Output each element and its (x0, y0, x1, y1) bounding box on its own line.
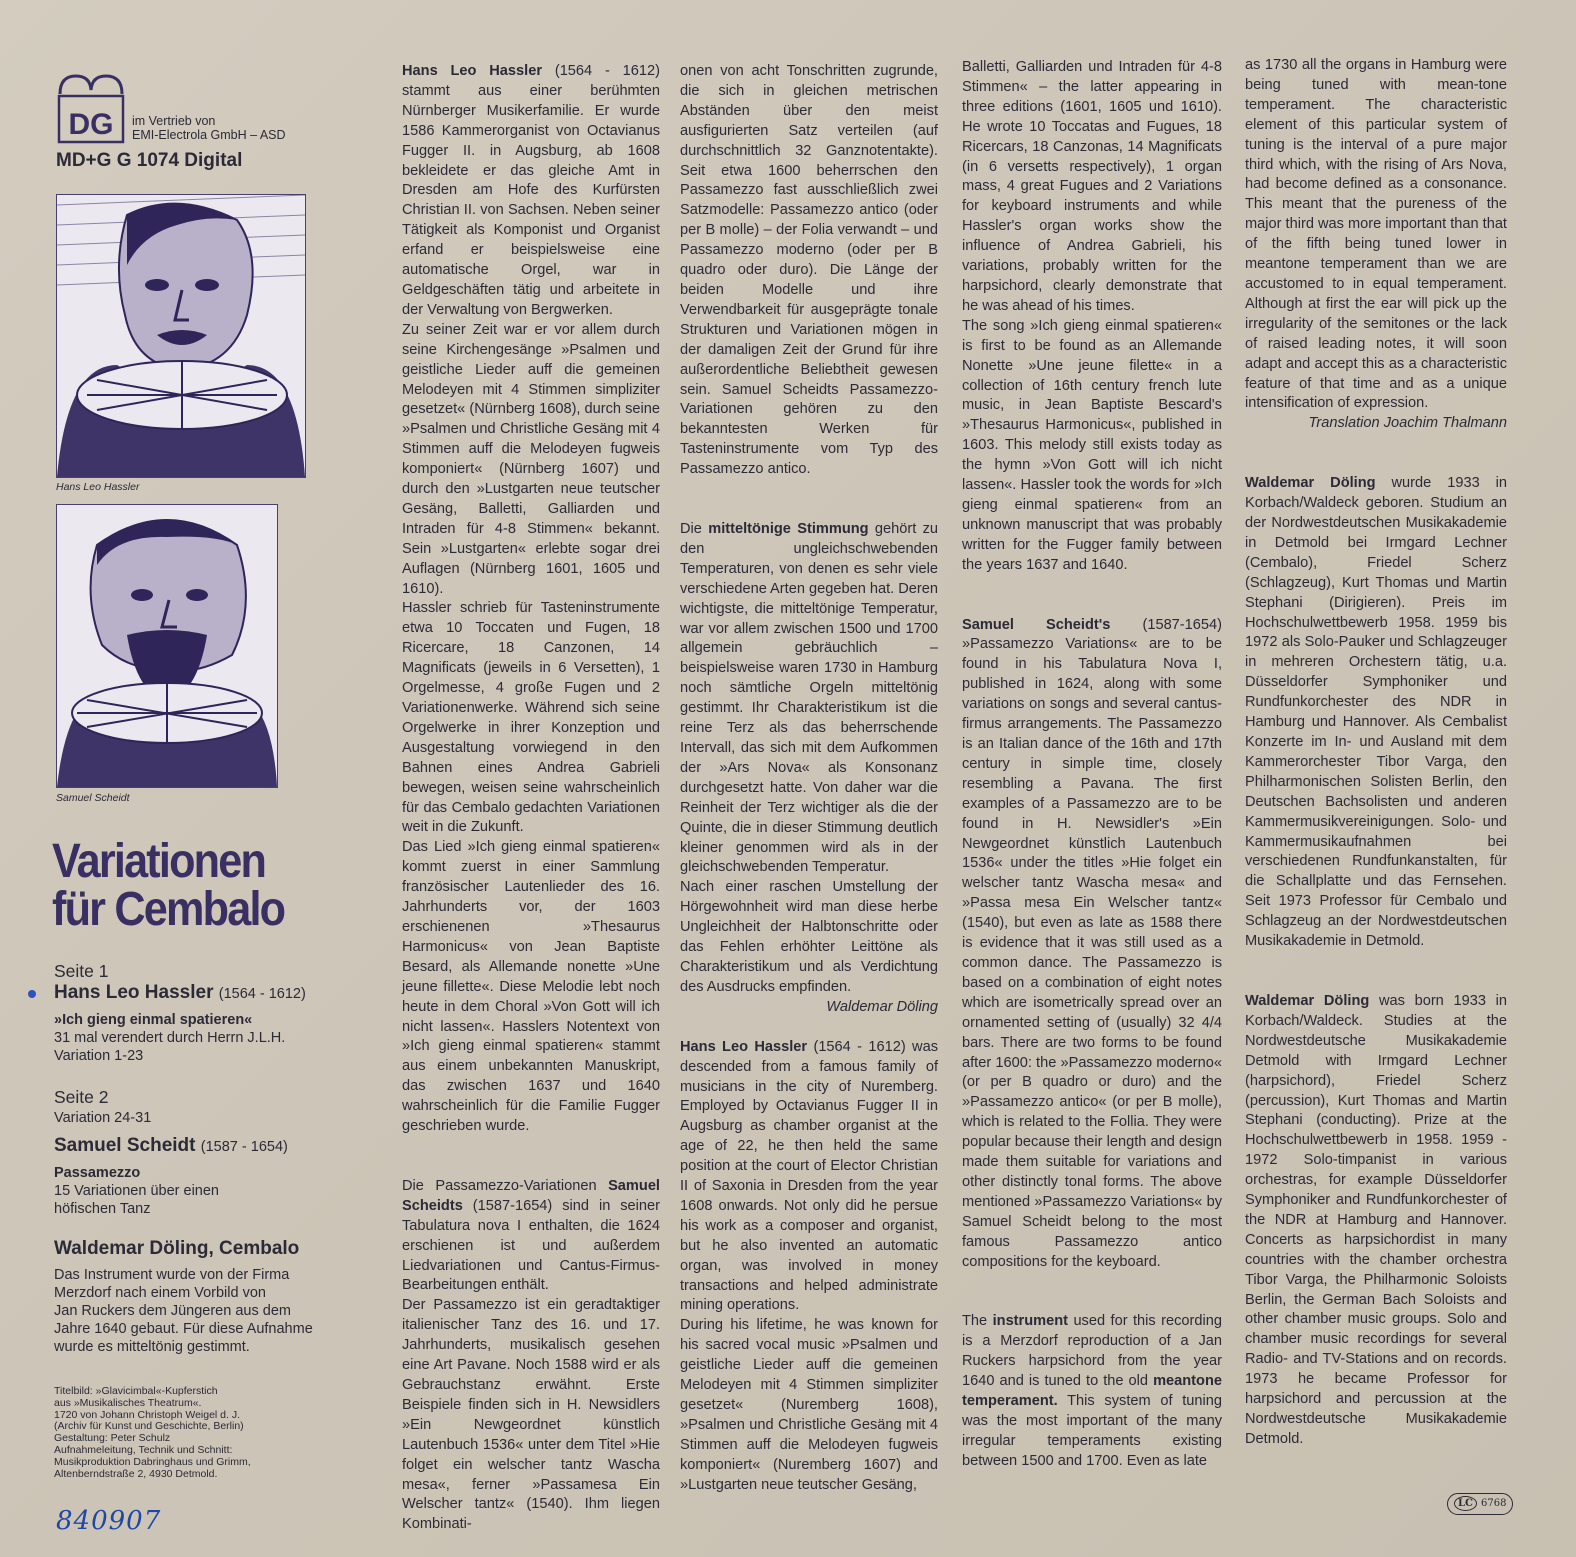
text-column-4 (962, 58, 1222, 1472)
paragraph-text: This system of tuning was the most important of the many irregular temperaments existing between 1500 and 1700. Even as late (962, 1393, 1222, 1469)
paragraph-text: (1587-1654) sind in seiner Tabulatura nova I enthalten, die 1624 erschienen ist und außerdem Liedvariationen und Cantus-Firmus-Bearbeitungen enthält. (402, 1197, 660, 1294)
paragraph (402, 1177, 660, 1296)
bold-name: Waldemar Döling (1245, 992, 1370, 1009)
side-2-work (54, 1164, 219, 1218)
composer-years: (1587 - 1654) (200, 1139, 288, 1155)
side-1-composer (54, 982, 306, 1004)
credit-line: aus »Musikalisches Theatrum«. (54, 1396, 202, 1409)
logo-text: DG (68, 108, 114, 141)
credit-line: Titelbild: »Glavicimbal«-Kupferstich (54, 1385, 218, 1397)
paragraph-text: gehört zu den ungleichschwebenden Temperaturen, von denen es sehr viele verschiedene Arten gegeben hat. Deren wichtigste, die mitteltönige Temperatur, war vor allem zwischen 1500 und 1700 allgemein gebräuchlich – beispielsweise waren 1730 in Hamburg noch sämtliche Orgeln mitteltönig gestimmt. Ihr Charakteristikum ist die reine Terz als das beherrschende Intervall, das sich mit dem Aufkommen der »Ars Nova« als Konsonanz durchgesetzt hatte. Von daher war die Reinheit der Terz wichtiger als die der Quinte, die in dieser Stimmung deutlich kleiner genommen wird als in der gleichschwebenden Temperatur. (680, 521, 939, 876)
composer-name: Samuel Scheidt (54, 1135, 196, 1156)
side-2-variations: Variation 24-31 (54, 1110, 152, 1126)
paragraph-text: used for this recording is a Merzdorf reproduction of a Jan Ruckers harpsichord from the year 1640 and is tuned to the old (962, 1313, 1222, 1390)
bold-name: Hans Leo Hassler (402, 63, 543, 79)
instrument-note-line: Jahre 1640 gebaut. Für diese Aufnahme (54, 1321, 313, 1337)
paragraph: Hassler schrieb für Tasteninstrumente etwa 10 Toccaten und Fugen, 18 Ricercare, 18 Canzonen, 14 Magnificats (jeweils in 6 Versetten), 1 Orgelmesse, 4 große Fugen und 2 Variationenwerke. Während sich seine Orgelwerke in ihrer Konzeption und Ausgestaltung vorwiegend in den Bahnen eines Andrea Gabrieli bewegen, weisen seine wahrscheinlich für das Cembalo gedachten Variationen weit in die Zukunft. (402, 600, 660, 836)
bold-name: mitteltönige Stimmung (708, 521, 869, 538)
credit-line: Altenberndstraße 2, 4930 Detmold. (54, 1467, 218, 1480)
composer-years: (1564 - 1612) (218, 986, 306, 1002)
paragraph: Nach einer raschen Umstellung der Hörgewohnheit wird man diese herbe Ungleichheit der Halbtonschritte oder das Fehlen erhöhter Leittöne als Charakteristikum und als Verdichtung des Ausdrucks empfinden. (680, 879, 938, 995)
bold-name: Samuel Scheidts (402, 1177, 660, 1214)
distribution-line: EMI-Electrola GmbH – ASD (132, 128, 286, 142)
label-code-prefix: LC (1454, 1496, 1477, 1511)
bold-name: meantone temperament. (962, 1373, 1222, 1410)
distribution-note (132, 114, 286, 142)
album-title-line: für Cembalo (52, 883, 285, 936)
bold-name: Samuel Scheidt's (962, 616, 1111, 633)
text-column-5 (1245, 56, 1507, 1450)
paragraph: Balletti, Galliarden und Intraden für 4-8 Stimmen« – the latter appearing in three editions (1601, 1605 und 1610). He wrote 10 Toccatas and Fugues, 18 Ricercars, 18 Canzonas, 14 Magnificats (in 6 versetts respectively), 1 organ mass, 4 great Fugues and 2 Variations for keyboard instruments and while Hassler's organ works show the influence of Andrea Gabrieli, his variations, probably written for the harpsichord, clearly demonstrate that he was ahead of his times. (962, 59, 1222, 314)
distribution-line: im Vertrieb von (132, 114, 216, 128)
work-line: Variation 1-23 (54, 1048, 144, 1064)
text-column-3 (680, 62, 938, 1496)
work-title: Passamezzo (54, 1165, 141, 1181)
portrait-scheidt (56, 504, 278, 788)
instrument-note-line: Jan Ruckers dem Jüngeren aus dem (54, 1303, 291, 1319)
bold-name: Hans Leo Hassler (680, 1038, 808, 1055)
portrait-caption: Samuel Scheidt (56, 792, 130, 804)
production-credits (54, 1386, 344, 1480)
portrait-hassler (56, 194, 306, 478)
performer-credit: Waldemar Döling, Cembalo (54, 1238, 300, 1259)
bold-name: instrument (992, 1313, 1068, 1330)
credit-line: (Archiv für Kunst und Geschichte, Berlin) (54, 1420, 244, 1433)
side-1-label: Seite 1 (54, 961, 109, 981)
handwritten-number: 840907 (56, 1506, 162, 1536)
paragraph: Das Lied »Ich gieng einmal spatieren« kommt zuerst in einer Sammlung französischer Lautenlieder des 16. Jahrhunderts vor, der 1603 erschienenen »Thesaurus Harmonicus« von Jean Baptiste Besard, als Allemande nonette »Une jeune fillette«. Diese Melodie lebt noch heute in dem Choral »Von Gott will ich nicht lassen«. Hasslers Notentext von »Ich gieng einmal spatieren« stammt aus einem unbekannten Manuskript, das zwischen 1637 und 1640 wahrscheinlich für die Familie Fugger geschrieben wurde. (402, 839, 660, 1135)
text-column-2 (402, 62, 660, 1535)
label-code-logo (1447, 1493, 1513, 1515)
paragraph: Der Passamezzo ist ein geradtaktiger italienischer Tanz des 16. und 17. Jahrhunderts, musikalisch gesehen eine Art Pavane. Noch 1588 wird er als Gebrauchstanz erwähnt. Erste Beispiele finden sich in H. Newsidlers »Ein Newgeordnet künstlich Lautenbuch 1536« unter dem Titel »Hie folget ein welscher tantz Wascha mesa«, ferner »Passamesa Ein Welscher tantz« (1540). Ihm liegen Kombinati- (402, 1297, 660, 1533)
instrument-note (54, 1266, 344, 1356)
paragraph-text: wurde 1933 in Korbach/Waldeck geboren. Studium an der Nordwestdeutschen Musikakademie in Detmold bei Irmgard Lechner (Cembalo), Friedel Scherz (Schlagzeug), Kurt Thomas und Martin Stephani (Dirigieren). Preis im Hochschulwettbewerb 1958. 1959 bis 1972 als Solo-Pauker und Schlagzeuger in mehreren Orchestern tätig, u.a. Düsseldorfer Symphoniker und Rundfunkorchester des NDR in Hamburg und Hannover. Als Cembalist Konzerte im In- und Ausland mit dem Kammerorchester Tibor Varga, den Philharmonischen Solisten Berlin, den Deutschen Bachsolisten und anderen Kammermusikvereinigungen. Solo- und Kammermusikaufnahmen bei verschiedenen Rundfunkanstalten, für die Schallplatte und das Fernsehen. Seit 1973 Professor für Cembalo und Schlagzeug an der Nordwestdeutschen Musikakademie in Detmold. (1245, 475, 1507, 950)
paragraph: onen von acht Tonschritten zugrunde, die sich in gleichen metrischen Abständen über den meist ausfigurierten Satz verteilen (auf durchschnittlich 32 Ganznotentakte). Seit etwa 1600 beherrschen den Passamezzo fast ausschließlich zwei Satzmodelle: Passamezzo antico (oder per B molle) – der Folia verwandt – und Passamezzo moderno (oder per B quadro oder duro). Die Länge der beiden Modelle und ihre Verwendbarkeit für ausgeprägte tonale Strukturen und Variationen mögen in der damaligen Zeit der Grund für ihre außerordentliche Beliebtheit gewesen sein. Samuel Scheidts Passamezzo-Variationen gehören zu den bekanntesten Werken für Tasteninstrumente vom Typ des Passamezzo antico. (680, 63, 938, 478)
paragraph-text: was born 1933 in Korbach/Waldeck. Studies at the Nordwestdeutsche Musikakademie Detmold with Irmgard Lechner (harpsichord), Friedel Scherz (percussion), Kurt Thomas and Martin Stephani (conducting). Prize at the Hochschulwettbewerb in 1958. 1959 - 1972 Solo-timpanist in various orchestras, for example Düsseldorfer Symphoniker and Rundfunkorchester of the NDR at Hamburg and Hannover. Concerts as harpsichordist in many countries with the chamber orchestra Tibor Varga, the Philharmonic Soloists Berlin, the German Bach Soloists and other chamber music groups. Solo and chamber music recordings for several Radio- and TV-Stations and on records. 1973 he became Professor for harpsichord and percussion at the Nordwestdeutsche Musikakademie Detmold. (1245, 992, 1507, 1447)
instrument-note-line: Merzdorf nach einem Vorbild von (54, 1285, 266, 1301)
work-line: höfischen Tanz (54, 1201, 151, 1217)
catalog-number: MD+G G 1074 Digital (56, 150, 243, 171)
bold-name: Waldemar Döling (1245, 475, 1376, 492)
blue-dot-mark (28, 990, 36, 998)
paragraph-text: (1564 - 1612) stammt aus einer berühmten Nürnberger Musikerfamilie. Er wurde 1586 Kammerorganist von Octavianus Fugger II. in Augsburg, ab 1608 bekleidete er das gleiche Amt in Dresden am Hofe des Kurfürsten Christian II. von Sachsen. Neben seiner Tätigkeit als Komponist und Organist erfand er beispielsweise eine automatische Orgel, war in Geldgeschäften tätig und arbeitete in der Verwaltung von Bergwerken. (402, 63, 660, 318)
paragraph (1245, 474, 1507, 952)
paragraph-text: (1564 - 1612) was descended from a famous family of musicians in the city of Nuremberg. Employed by Octavianus Fugger II in Augsburg as chamber organist at the age of 22, he then held the same position at the court of Elector Christian II of Saxonia in Dresden from the year 1608 onwards. Not only did he persue his work as a composer and organist, but he also invented an automatic organ, was involved in money transactions and helped administrate mining operations. (680, 1038, 938, 1314)
author-signature: Waldemar Döling (826, 998, 938, 1015)
paragraph (962, 616, 1222, 1273)
paragraph-text: (1587-1654) »Passamezzo Variations« are to be found in his Tabulatura Nova I, published in 1624, along with some variations on songs and several cantus-firmus arrangements. The Passamezzo is an Italian dance of the 16th and 17th century in simple time, closely resembling a Pavana. The first examples of a Passamezzo are to be found in H. Newsidler's »Ein Newgeordnet künstlich Lautenbuch 1536« under the titles »Hie folget ein welscher tantz Wascha mesa« and »Passa mesa Ein Welscher tantz« (1540), but even as late as 1588 there is evidence that it was still used as a common dance. The Passamezzo is based on a combination of eight notes which are isometrically spread over an ornamented setting of (usually) 32 4/4 bars. There are two forms to be found after 1600: the »Passamezzo moderno« (or per B quadro or duro) and the »Passamezzo antico« (or per B molle), which is related to the Follia. They were popular because their length and design made them suitable for variations and other distinctly tonal forms. The above mentioned »Passamezzo Variations« by Samuel Scheidt belong to the most famous Passamezzo antico compositions for the keyboard. (962, 616, 1222, 1270)
side-1-work (54, 1011, 285, 1065)
translator-signature: Translation Joachim Thalmann (1308, 415, 1507, 432)
instrument-note-line: wurde es mitteltönig gestimmt. (54, 1339, 250, 1355)
paragraph: as 1730 all the organs in Hamburg were being tuned with mean-tone temperament. The characteristic element of this particular system of tuning is the interval of a pure major third which, with the rising of Ars Nova, had become defined as a consonance. This meant that the pureness of the major third was more important than that of the fifth being tuned lower in meantone temperament than we are accustomed to in equal temperament. Although at first the ear will pick up the irregularity of the semitones or the lack of raised leading notes, it will soon adapt and accept this as a characteristic feature of that time and as a unique intensification of expression. (1245, 57, 1507, 412)
credit-line: Gestaltung: Peter Schulz (54, 1432, 171, 1445)
paragraph-text: The (962, 1313, 993, 1330)
paragraph: During his lifetime, he was known for his sacred vocal music »Psalmen und geistliche Lieder auff die gemeinen Melodeyen mit 4 Stimmen simpliziter gesetzet« (Nuremberg 1608), »Psalmen und Christliche Gesäng mit 4 Stimmen auff die Melodeyen fugweis komponiert« (Nuremberg 1607) and »Lustgarten neue teutscher Gesäng, (680, 1317, 938, 1493)
work-line: 15 Variationen über einen (54, 1183, 219, 1199)
composer-name: Hans Leo Hassler (54, 982, 214, 1003)
work-title: »Ich gieng einmal spatieren« (54, 1012, 253, 1028)
side-2-label: Seite 2 (54, 1087, 109, 1107)
paragraph (402, 62, 660, 321)
credit-line: Musikproduktion Dabringhaus und Grimm, (54, 1455, 251, 1468)
credit-line: Aufnahmeleitung, Technik und Schnitt: (54, 1443, 233, 1456)
paragraph (680, 1038, 938, 1317)
mdg-logo (56, 72, 126, 144)
label-code-number: 6768 (1481, 1498, 1507, 1509)
paragraph: Zu seiner Zeit war er vor allem durch seine Kirchengesänge »Psalmen und geistliche Lieder auff die gemeinen Melodeyen mit 4 Stimmen simpliziter gesetzet« (Nürnberg 1608), durch seine »Psalmen und Christliche Gesäng mit 4 Stimmen auff die Melodeyen fugweis komponiert« (Nürnberg 1607) und durch den »Lustgarten neue teutscher Gesäng, Balletti, Galliarden und Intraden für 4-8 Stimmen« bekannt. Sein »Lustgarten« erlebte sogar drei Auflagen (Nürnberg 1601, 1605 und 1610). (402, 321, 660, 597)
paragraph (962, 1312, 1222, 1471)
album-title (52, 835, 285, 936)
paragraph-text: Die Passamezzo-Variationen (402, 1177, 609, 1194)
work-line: 31 mal verendert durch Herrn J.L.H. (54, 1030, 286, 1046)
portrait-caption: Hans Leo Hassler (56, 481, 140, 493)
paragraph (1245, 992, 1507, 1450)
instrument-note-line: Das Instrument wurde von der Firma (54, 1267, 290, 1283)
paragraph (680, 520, 938, 878)
credit-line: 1720 von Johann Christoph Weigel d. J. (54, 1408, 241, 1421)
paragraph: The song »Ich gieng einmal spatieren« is first to be found as an Allemande Nonette »Une jeune filette« in a collection of 16th century french lute music, in Jean Baptiste Bescard's »Thesaurus Harmonicus«, published in 1603. This melody still exists today as the hymn »Von Gott will ich nicht lassen«. Hassler took the words for »Ich gieng einmal spatieren« from an unknown manuscript that was probably written for the Fugger family between the years 1637 and 1640. (962, 317, 1222, 573)
paragraph-text: Die (680, 521, 709, 538)
side-2-composer (54, 1135, 288, 1157)
album-title-line: Variationen (52, 835, 266, 888)
